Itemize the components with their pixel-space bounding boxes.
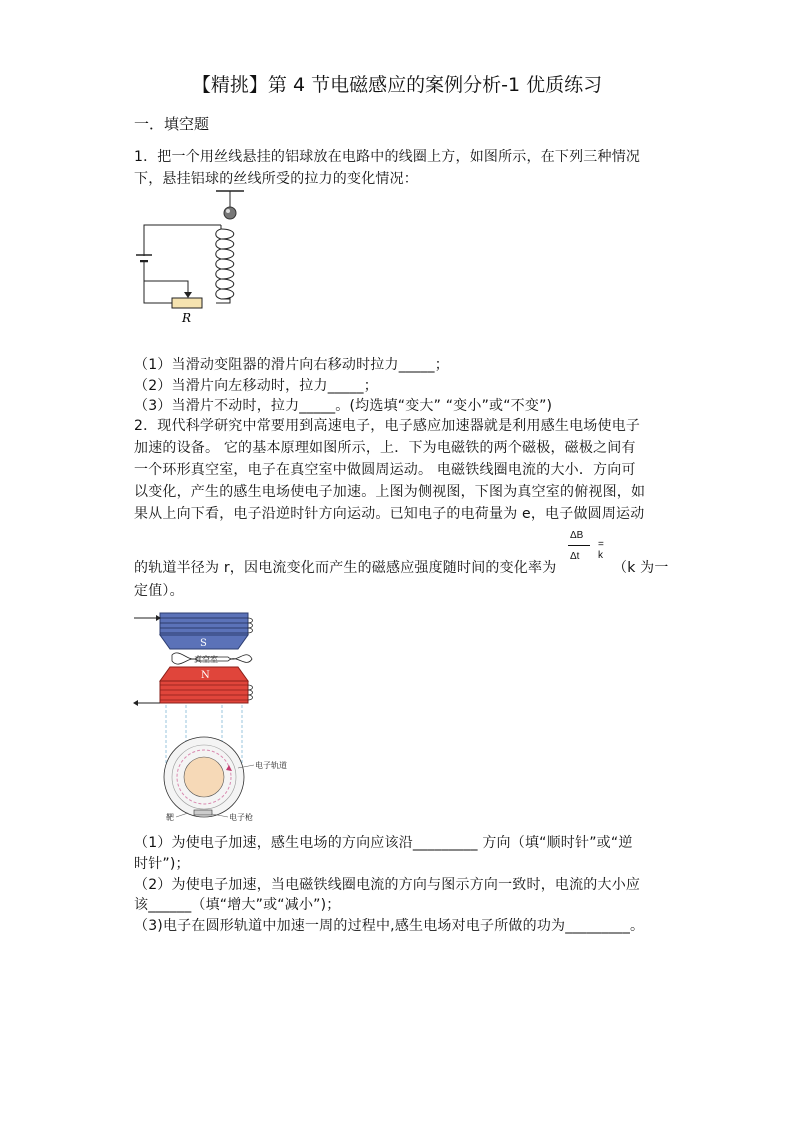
q1-answer-2: （2）当滑片向左移动时，拉力_____； [134,378,378,394]
section-heading: 一．填空题 [134,115,210,133]
resistor-label: R [182,311,192,325]
q2-line5: 果从上向下看，电子沿逆时针方向运动。已知电子的电荷量为 e，电子做圆周运动 [134,506,645,522]
q2-line7: 定值）。 [134,583,184,599]
q2-answer-2b: 该______（填“增大”或“减小”)； [134,897,341,913]
vacuum-label: 真空室 [194,655,218,664]
q1-stem-line2: 下，悬挂铝球的丝线所受的拉力的变化情况： [134,171,418,187]
page-title: 【精挑】第 4 节电磁感应的案例分析-1 优质练习 [191,74,603,96]
gun-label: 电子枪 [229,813,253,822]
q2-answer-3: （3)电子在圆形轨道中加速一周的过程中,感生电场对电子所做的功为_________。 [134,918,645,934]
rheostat [172,298,202,308]
magnet-s [160,613,248,635]
fraction-denominator: Δt [570,551,580,562]
target-label: 靶 [166,813,174,822]
q2-answer-2a: （2）为使电子加速，当电磁铁线圈电流的方向与图示方向一致时，电流的大小应 [134,877,641,893]
fraction-equals: = k [598,539,604,561]
pole-s-label: S [200,638,207,649]
coil [216,229,234,299]
q2-line6-tail: （k 为一 [613,560,669,576]
q1-answer-3: （3）当滑片不动时，拉力_____。(均选填“变大” “变小”或“不变”) [134,398,553,414]
core [184,757,224,797]
q2-answer-1a: （1）为使电子加速，感生电场的方向应该沿_________ 方向（填“顺时针”或“逆 [134,835,633,851]
q1-stem-line1: 1．把一个用丝线悬挂的铝球放在电路中的线圈上方，如图所示，在下列三种情况 [134,149,641,165]
q2-line4: 以变化，产生的感生电场使电子加速。上图为侧视图，下图为真空室的俯视图，如 [134,484,646,500]
electron-gun [194,810,212,815]
q1-answer-1: （1）当滑动变阻器的滑片向右移动时拉力_____； [134,357,449,373]
betatron-figure [128,605,298,825]
q2-answer-1b: 时针”)； [134,856,190,872]
q2-line2: 加速的设备。 它的基本原理如图所示，上．下为电磁铁的两个磁极，磁极之间有 [134,440,636,456]
q2-line3: 一个环形真空室，电子在真空室中做圆周运动。 电磁铁线圈电流的大小．方向可 [134,462,636,478]
circuit-figure [128,185,258,330]
q2-line6: 的轨道半径为 r，因电流变化而产生的磁感应强度随时间的变化率为 [134,560,557,576]
orbit-label: 电子轨道 [255,761,287,770]
fraction-numerator: ΔB [570,530,584,541]
q2-line1: 2．现代科学研究中常要用到高速电子，电子感应加速器就是利用感生电场使电子 [134,418,641,434]
aluminum-ball [224,207,236,219]
pole-n-label: N [201,670,210,681]
